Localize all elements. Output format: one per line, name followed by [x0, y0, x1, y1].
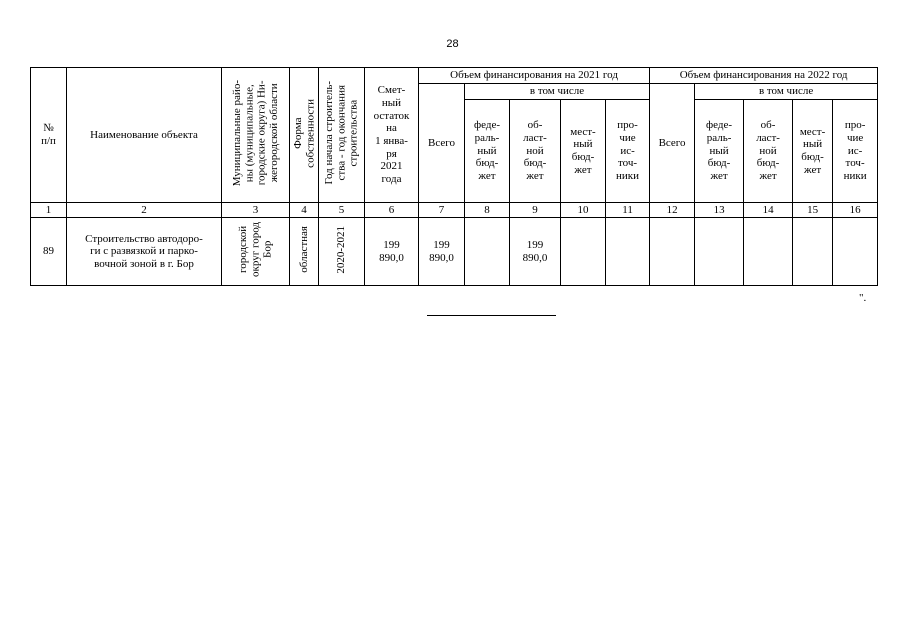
row-total-2022 — [650, 218, 695, 286]
column-number: 11 — [606, 203, 650, 218]
column-number: 5 — [319, 203, 365, 218]
header-other-2021: про- чие ис- точ- ники — [606, 100, 650, 203]
header-regional-2021: об- ласт- ной бюд- жет — [510, 100, 561, 203]
header-funding-2021: Объем финансирования на 2021 год — [419, 68, 650, 84]
row-regional-2021: 199 890,0 — [510, 218, 561, 286]
header-total-2021: Всего — [419, 84, 465, 203]
header-municipality-text: Муниципальные райо- ны (муниципальные, городские округа) Ни- жегородской области — [230, 80, 280, 187]
row-estimated-balance: 199 890,0 — [365, 218, 419, 286]
header-num: № п/п — [31, 68, 67, 203]
header-years — [319, 68, 365, 203]
row-other-2022 — [833, 218, 878, 286]
header-name: Наименование объекта — [67, 68, 222, 203]
column-number: 10 — [561, 203, 606, 218]
header-local-2021: мест- ный бюд- жет — [561, 100, 606, 203]
row-years-text: 2020-2021 — [335, 225, 348, 274]
header-ownership-text: Форма собственности — [292, 98, 317, 168]
header-federal-2022: феде- раль- ный бюд- жет — [695, 100, 744, 203]
header-federal-2021: феде- раль- ный бюд- жет — [465, 100, 510, 203]
header-including-2022: в том числе — [695, 84, 878, 100]
header-years-text: Год начала строитель- ства - год окончания строительства — [323, 81, 360, 185]
header-total-2022: Всего — [650, 84, 695, 203]
row-ownership — [290, 218, 319, 286]
row-local-2022 — [793, 218, 833, 286]
header-funding-2022: Объем финансирования на 2022 год — [650, 68, 878, 84]
row-municipality — [222, 218, 290, 286]
row-municipality-text: городской округ город Бор — [237, 222, 274, 278]
row-federal-2021 — [465, 218, 510, 286]
table-row — [31, 218, 878, 286]
column-number: 15 — [793, 203, 833, 218]
page-number: 28 — [446, 38, 459, 50]
column-number: 8 — [465, 203, 510, 218]
row-federal-2022 — [695, 218, 744, 286]
column-number: 2 — [67, 203, 222, 218]
column-number: 4 — [290, 203, 319, 218]
row-ownership-text: областная — [297, 226, 310, 274]
closing-quote-mark: ". — [859, 292, 867, 304]
row-regional-2022 — [744, 218, 793, 286]
column-number: 3 — [222, 203, 290, 218]
column-number: 16 — [833, 203, 878, 218]
row-num: 89 — [31, 218, 67, 286]
row-total-2021: 199 890,0 — [419, 218, 465, 286]
row-object-name: Строительство автодоро- ги с развязкой и парко- вочной зоной в г. Бор — [67, 218, 222, 286]
financing-table — [30, 67, 878, 286]
column-number: 7 — [419, 203, 465, 218]
column-number: 1 — [31, 203, 67, 218]
column-numbers-row — [31, 203, 878, 218]
header-ownership — [290, 68, 319, 203]
column-number: 6 — [365, 203, 419, 218]
header-including-2021: в том числе — [465, 84, 650, 100]
column-number: 14 — [744, 203, 793, 218]
header-row-1 — [31, 68, 878, 84]
column-number: 12 — [650, 203, 695, 218]
column-number: 13 — [695, 203, 744, 218]
row-other-2021 — [606, 218, 650, 286]
row-local-2021 — [561, 218, 606, 286]
header-local-2022: мест- ный бюд- жет — [793, 100, 833, 203]
header-regional-2022: об- ласт- ной бюд- жет — [744, 100, 793, 203]
header-estimated-balance: Смет- ный остаток на 1 янва- ря 2021 года — [365, 68, 419, 203]
row-years — [319, 218, 365, 286]
header-other-2022: про- чие ис- точ- ники — [833, 100, 878, 203]
bottom-rule — [427, 315, 556, 316]
header-municipality — [222, 68, 290, 203]
column-number: 9 — [510, 203, 561, 218]
